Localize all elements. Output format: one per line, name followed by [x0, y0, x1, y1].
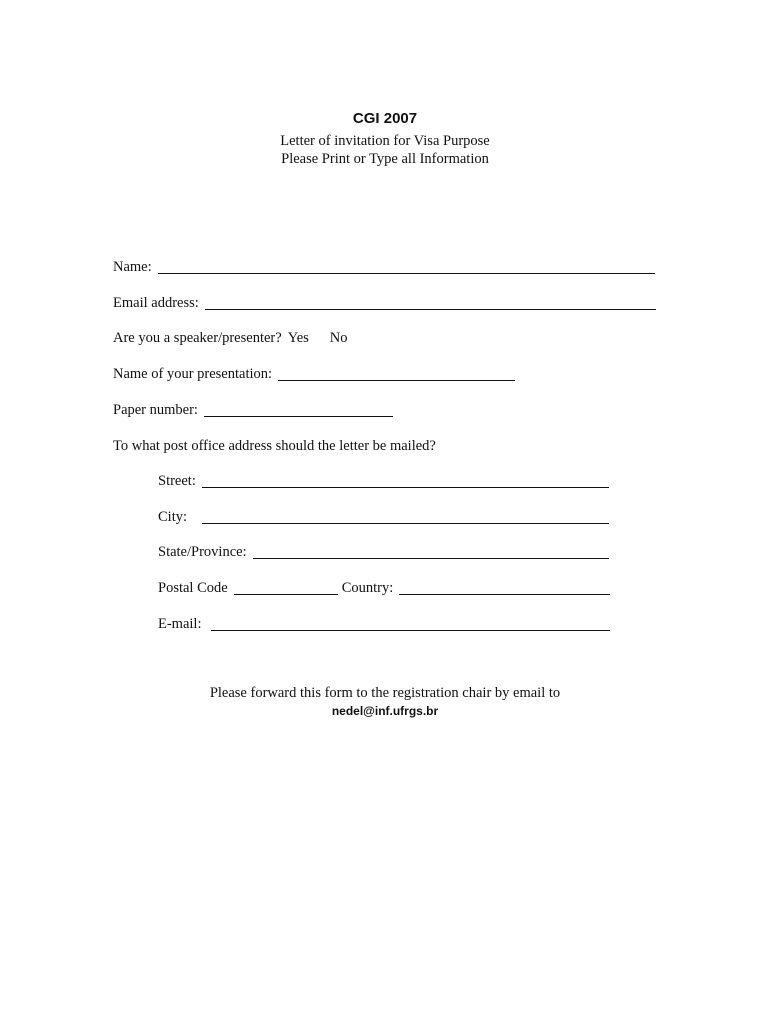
city-label: City:	[158, 509, 188, 525]
postal-country-row	[158, 579, 610, 597]
state-label: State/Province:	[158, 544, 247, 560]
country-label: Country:	[341, 580, 394, 596]
street-row	[158, 472, 609, 490]
email-row	[113, 294, 656, 312]
email2-field[interactable]	[211, 616, 610, 631]
registration-email[interactable]: nedel@inf.ufrgs.br	[331, 704, 439, 718]
state-field[interactable]	[253, 544, 609, 559]
presentation-row	[113, 365, 515, 383]
speaker-yes-option[interactable]: Yes	[287, 330, 309, 346]
postal-field[interactable]	[234, 580, 338, 595]
name-label: Name:	[113, 259, 152, 275]
city-field[interactable]	[202, 509, 609, 524]
city-row	[158, 508, 609, 526]
email-label: Email address:	[113, 295, 199, 311]
speaker-row	[113, 329, 348, 347]
presentation-label: Name of your presentation:	[113, 366, 273, 382]
email2-label: E-mail:	[158, 616, 202, 632]
document-subtitle: Letter of invitation for Visa Purpose	[280, 133, 490, 149]
document-instructions: Please Print or Type all Information	[281, 151, 489, 167]
paper-row	[113, 401, 393, 419]
paper-field[interactable]	[204, 402, 393, 417]
presentation-field[interactable]	[278, 366, 515, 381]
paper-label: Paper number:	[113, 402, 198, 418]
address-question-row	[113, 437, 436, 455]
footer-instructions: Please forward this form to the registration chair by email to	[209, 685, 561, 701]
postal-label: Postal Code	[158, 580, 228, 596]
name-row	[113, 258, 655, 276]
address-question: To what post office address should the letter be mailed?	[113, 438, 436, 454]
street-label: Street:	[158, 473, 196, 489]
country-field[interactable]	[399, 580, 610, 595]
name-field[interactable]	[158, 259, 655, 274]
street-field[interactable]	[202, 473, 609, 488]
email2-row	[158, 615, 610, 633]
speaker-no-option[interactable]: No	[329, 330, 348, 346]
document-title: CGI 2007	[352, 110, 418, 127]
speaker-question: Are you a speaker/presenter?	[113, 330, 282, 346]
email-field[interactable]	[205, 295, 656, 310]
state-row	[158, 543, 609, 561]
